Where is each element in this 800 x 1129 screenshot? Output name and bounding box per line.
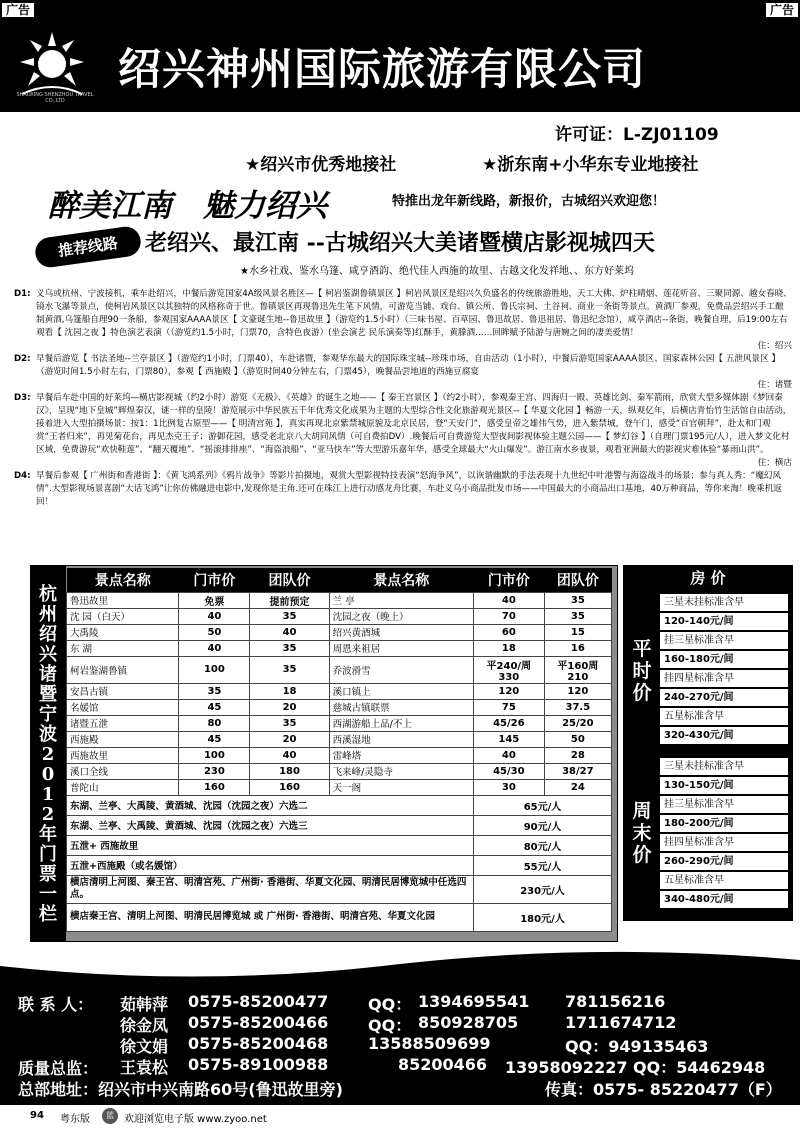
weekday-label: 平时价 <box>632 638 652 704</box>
label-char: 2 <box>41 804 55 825</box>
table-cell: 天一阁 <box>329 779 473 795</box>
table-cell: 100 <box>179 656 250 683</box>
label-char: 2 <box>41 744 55 765</box>
fax-row: 传真：0575- 85220477（F） <box>545 1080 782 1099</box>
table-cell: 24 <box>544 779 611 795</box>
tag-excellent-agency: ★绍兴市优秀地接社 <box>245 155 397 175</box>
combo-row <box>67 855 612 875</box>
day-label: D4: <box>14 471 31 481</box>
label-char: 州 <box>39 604 57 625</box>
ad-label-right: 广告 <box>766 3 798 17</box>
combo-price: 80元/人 <box>473 835 611 855</box>
combo-name: 东湖、兰亭、大禹陵、黄酒城、沈园（沈园之夜）六选三 <box>67 815 474 835</box>
label-char: 0 <box>41 764 55 785</box>
col-header: 团队价 <box>544 568 611 592</box>
table-cell: 40 <box>179 640 250 656</box>
hotel-tier: 挂四星标准含早 <box>660 834 788 852</box>
day-stay: 住：绍兴 <box>757 341 792 351</box>
table-cell: 平240/周330 <box>473 656 544 683</box>
day-stay: 住：诸暨 <box>757 380 792 390</box>
combo-row <box>67 875 612 903</box>
table-cell: 37.5 <box>544 699 611 715</box>
contact-phone: 0575-85200477 <box>188 992 329 1011</box>
combo-row <box>67 795 612 815</box>
table-cell: 周恩来祖居 <box>329 640 473 656</box>
table-cell: 145 <box>473 731 544 747</box>
combo-name: 五泄+西施殿（或名媛馆） <box>67 855 474 875</box>
combo-name: 横店清明上河图、秦王宫、明清宫苑、广州街· 香港街、华夏文化园、明清民居博览城中任选四点。 <box>67 875 474 903</box>
day-text: 义乌或杭州、宁波接机，乘车赴绍兴，中餐后游览国家4A级风景名胜区—【 柯岩鉴湖鲁镇景区 】柯岩风景区是绍兴久负盛名的传统旅游胜地，天工大佛、炉柱晴烟、莲花听音、三聚同源、越女春晓、镜水飞瀑等景点，使柯岩风景区以其独特的风格称奇于世。鲁镇景区再现鲁迅先生笔下风情，可游览当铺、戏台、镇公所、鲁氏宗祠、土谷祠、商业一条街等景点。黄酒厂参观，免费品尝绍兴手工酿制黄酒,乌篷船自理90一条船，参观国家AAAA景区【 文豪诞生地--鲁迅故里 】（游览约1.5小时）（三味书屋、百草园、鲁迅故居、鲁迅祖居、鲁迅纪念馆），咸亨酒店--条街，晚餐自理，后19:00左右观看【 沈园之夜 】特色演艺表演（（游览约1.5小时，门票70，含特色夜游）(坐会演艺 民乐演奏等)红酥手，黄滕酒……回眸赋予陆游与唐婉之间的凄美爱情！ <box>36 289 792 338</box>
table-cell: 230 <box>179 763 250 779</box>
label-char: 栏 <box>39 904 57 925</box>
col-header: 景点名称 <box>329 568 473 592</box>
table-cell: 70 <box>473 608 544 624</box>
label-char: 绍 <box>39 624 57 645</box>
table-cell: 鲁迅故里 <box>67 592 179 608</box>
table-cell: 120 <box>473 683 544 699</box>
hotel-price: 320-430元/间 <box>660 727 788 745</box>
contact-footer <box>0 988 800 1105</box>
table-cell: 38/27 <box>544 763 611 779</box>
table-row <box>67 608 612 624</box>
table-cell: 120 <box>544 683 611 699</box>
day-text: 早餐后车赴中国的好莱坞—横店影视城（约2小时）游览《无极》、《英雄》的诞生之地——【 秦王宫景区 】（约2小时），参观秦王宫、四海归一殿、英雄比剑、秦军箭雨，欣赏大型多媒体剧《梦回秦汉》，呈现“地下皇城”辉煌秦汉，谜一样的皇陵！游览展示中华民族五千年优秀文化成果为主题的大型综合性文化旅游观光景区--【 华夏文化园 】畅游一天，纵观亿年，后横店青怡竹生活馆自由活动，接着进入大型拍摄场景：按1：1比例复古原型——【 明清宫苑 】，真实再现北京紫禁城原貌及北京民居，登“天安门”，感受皇帝之雄伟气势，进入紫禁城，登午门，感受“百官朝拜”，赴太和门观赏“王者归来”，再见菊花台，再见杰克王子；游御花园，感受老北京八大胡同风情（可自费拍DV）.晚餐后可自费游览大型夜间影视体验主题公园——【 梦幻谷 】（自理门票195元/人），进入梦文化村区域，免费游玩“欢快鞋莲”、“翻天覆地”、“摇滚排排座”、“海盗浪船”、“亚马快车”等大型游乐嘉年华，感受全球最大“火山爆发”。游江南水乡夜景，观看亚洲最大的影视灾难体验“暴雨山洪”。 <box>36 393 792 455</box>
table-cell: 40 <box>473 747 544 763</box>
hotel-tier: 三星未挂标准含早 <box>660 758 788 776</box>
hotel-tier: 三星未挂标准含早 <box>660 594 788 612</box>
table-cell: 45 <box>179 731 250 747</box>
day-text: 早餐后游览【 书法圣地--兰亭景区 】（游览约1小时，门票40），车赴诸暨，参观华东最大的国际珠宝城--珍珠市场，自由活动（1小时），中餐后游览国家AAAA景区、国家森林公园【 五泄风景区 】（游览时间1.5小时左右，门票80），参观【 西施殿 】（游览时间40分钟左右，门票45），晚餐品尝地道的西施豆腐宴 <box>36 354 781 377</box>
recommended-badge: 推荐线路 <box>33 225 142 269</box>
table-row <box>67 763 612 779</box>
contact-qq: 85200466 <box>398 1055 488 1074</box>
table-cell: 雷峰塔 <box>329 747 473 763</box>
table-cell: 60 <box>473 624 544 640</box>
day-label: D3: <box>14 393 31 403</box>
table-cell: 名媛馆 <box>67 699 179 715</box>
ticket-price-table <box>66 568 612 932</box>
table-row <box>67 683 612 699</box>
table-cell: 飞来峰/灵隐寺 <box>329 763 473 779</box>
combo-row <box>67 903 612 931</box>
table-cell: 溪口镇上 <box>329 683 473 699</box>
table-cell: 沈园之夜（晚上） <box>329 608 473 624</box>
label-char: 暨 <box>39 684 57 705</box>
table-cell: 东 湖 <box>67 640 179 656</box>
weekend-label: 周末价 <box>632 800 652 866</box>
combo-price: 180元/人 <box>473 903 611 931</box>
logo-caption: SHAOXING SHENZHOU TRAVEL CO.,LTD <box>16 92 94 104</box>
label-char: 杭 <box>39 584 57 605</box>
combo-price: 90元/人 <box>473 815 611 835</box>
contact-name: 徐文娟 <box>120 1037 169 1056</box>
combo-row <box>67 815 612 835</box>
table-cell: 18 <box>250 683 329 699</box>
contact-phone: 0575-85200468 <box>188 1034 329 1053</box>
table-cell: 35 <box>250 715 329 731</box>
label-char: 兴 <box>39 644 57 665</box>
table-cell: 慈城古镇联票 <box>329 699 473 715</box>
hotel-price: 340-480元/间 <box>660 891 788 909</box>
contact-qq-label: QQ： <box>368 995 412 1014</box>
table-cell: 兰 亭 <box>329 592 473 608</box>
combo-price: 65元/人 <box>473 795 611 815</box>
table-cell: 乔波滑雪 <box>329 656 473 683</box>
table-row <box>67 624 612 640</box>
table-cell: 80 <box>179 715 250 731</box>
combo-name: 五泄+ 西施故里 <box>67 835 474 855</box>
hotel-tier: 挂三星标准含早 <box>660 632 788 650</box>
table-cell: 25/20 <box>544 715 611 731</box>
contact-name: 王袁松 <box>120 1058 169 1077</box>
contact-qq-label: QQ： <box>368 1016 412 1035</box>
address-row: 总部地址：绍兴市中兴南路60号(鲁迅故里旁) <box>18 1080 343 1099</box>
table-cell: 30 <box>473 779 544 795</box>
label-char: 一 <box>39 884 57 905</box>
table-cell: 35 <box>179 683 250 699</box>
slogan-subtitle: 特推出龙年新线路，新报价，古城绍兴欢迎您！ <box>392 194 666 209</box>
contact-name: 徐金凤 <box>120 1016 169 1035</box>
hotel-price: 260-290元/间 <box>660 853 788 871</box>
table-cell: 沈 园（白天） <box>67 608 179 624</box>
label-char: 1 <box>41 784 55 805</box>
table-cell: 160 <box>179 779 250 795</box>
table-cell: 40 <box>250 747 329 763</box>
contact-extra: 13958092227 QQ：54462948 <box>505 1058 766 1077</box>
table-cell: 160 <box>250 779 329 795</box>
route-title: 老绍兴、最江南 --古城绍兴大美诸暨横店影视城四天 <box>145 230 655 256</box>
table-cell: 35 <box>250 640 329 656</box>
contact-extra: 1711674712 <box>565 1013 677 1032</box>
itinerary <box>14 288 792 509</box>
hotel-tier: 挂三星标准含早 <box>660 796 788 814</box>
col-header: 门市价 <box>179 568 250 592</box>
table-cell: 180 <box>250 763 329 779</box>
contact-phone: 0575-85200466 <box>188 1013 329 1032</box>
itinerary-day <box>14 470 792 509</box>
table-cell: 安昌古镇 <box>67 683 179 699</box>
contact-phone: 0575-89100988 <box>188 1055 329 1074</box>
table-cell: 平160周210 <box>544 656 611 683</box>
contact-qq: 850928705 <box>418 1013 519 1032</box>
contact-extra: QQ：949135463 <box>565 1037 709 1056</box>
table-cell: 35 <box>250 656 329 683</box>
contact-row: 联 系 人： <box>18 995 94 1014</box>
table-cell: 28 <box>544 747 611 763</box>
page-number: 94 <box>30 1110 44 1121</box>
route-highlights: ★水乡社戏、鉴水乌篷、咸亨酒韵、绝代佳人西施的故里、古越文化发祥地、、东方好莱坞 <box>240 266 634 277</box>
table-cell: 西溪湿地 <box>329 731 473 747</box>
table-cell: 75 <box>473 699 544 715</box>
col-header: 团队价 <box>250 568 329 592</box>
table-cell: 40 <box>473 592 544 608</box>
table-cell: 45 <box>179 699 250 715</box>
table-cell: 提前预定 <box>250 592 329 608</box>
col-header: 门市价 <box>473 568 544 592</box>
label-char: 票 <box>39 864 57 885</box>
table-row <box>67 715 612 731</box>
edition: 粤东版 <box>60 1114 90 1125</box>
contact-qq: 1394695541 <box>418 992 530 1011</box>
table-cell: 普陀山 <box>67 779 179 795</box>
hotel-price: 130-150元/间 <box>660 777 788 795</box>
tag-regional-agency: ★浙东南+小华东专业地接社 <box>482 155 699 175</box>
day-stay: 住：横店 <box>757 458 792 468</box>
combo-name: 横店秦王宫、清明上河图、明清民居博览城 或 广州街· 香港街、明清宫苑、华夏文化园 <box>67 903 474 931</box>
day-label: D2: <box>14 354 31 364</box>
hotel-tier: 挂四星标准含早 <box>660 670 788 688</box>
label-char: 诸 <box>39 664 57 685</box>
table-cell: 40 <box>250 624 329 640</box>
table-cell: 50 <box>179 624 250 640</box>
table-cell: 35 <box>250 608 329 624</box>
table-row <box>67 699 612 715</box>
combo-price: 55元/人 <box>473 855 611 875</box>
website-link[interactable]: 欢迎浏览电子版 www.zyoo.net <box>124 1114 267 1125</box>
combo-row <box>67 835 612 855</box>
table-row <box>67 747 612 763</box>
table-cell: 50 <box>544 731 611 747</box>
day-text: 早餐后参观【 广州街和香港街 】：《黄飞鸿系列》《鸦片战争》等影片拍摄地，观赏大型影视特技表演“怒海争风”，以诙谐幽默的手法表现十九世纪中叶港警与海盗战斗的场景；参与真人秀：“魔幻风情”.大型影视场景喜剧“大话飞鸿”让你仿佛融进电影中,发现你是主角.还可在珠江上进行动感龙舟比赛，车赴义乌小商品批发市场——中国最大的小商品出口基地，40万种商品，等你来淘！晚乘机返回！ <box>36 471 782 507</box>
table-cell: 18 <box>473 640 544 656</box>
contact-qq: 13588509699 <box>368 1034 491 1053</box>
table-cell: 45/30 <box>473 763 544 779</box>
table-row <box>67 779 612 795</box>
hotel-price: 160-180元/间 <box>660 651 788 669</box>
itinerary-day <box>14 288 792 353</box>
combo-name: 东湖、兰亭、大禹陵、黄酒城、沈园（沈园之夜）六选二 <box>67 795 474 815</box>
table-cell: 100 <box>179 747 250 763</box>
itinerary-day <box>14 353 792 392</box>
hotel-title: 房 价 <box>690 569 726 587</box>
slogan: 醉美江南 魅力绍兴 <box>48 188 327 224</box>
label-char: 门 <box>39 844 57 865</box>
table-row <box>67 640 612 656</box>
itinerary-day <box>14 392 792 470</box>
table-cell: 16 <box>544 640 611 656</box>
table-cell: 45/26 <box>473 715 544 731</box>
table-cell: 35 <box>544 592 611 608</box>
table-cell: 40 <box>179 608 250 624</box>
table-cell: 20 <box>250 699 329 715</box>
top-bar <box>0 0 800 20</box>
table-cell: 西湖游船上品/不上 <box>329 715 473 731</box>
page-footer <box>0 1105 800 1129</box>
hotel-price: 180-200元/间 <box>660 815 788 833</box>
label-char: 宁 <box>39 704 57 725</box>
table-cell: 西施故里 <box>67 747 179 763</box>
ticket-section-label <box>30 565 66 942</box>
col-header: 景点名称 <box>67 568 179 592</box>
table-row <box>67 592 612 608</box>
edition-mark: 蓝 <box>102 1108 118 1124</box>
table-cell: 20 <box>250 731 329 747</box>
table-cell: 溪口全线 <box>67 763 179 779</box>
table-cell: 绍兴黄酒城 <box>329 624 473 640</box>
hotel-tier: 五星标准含早 <box>660 872 788 890</box>
table-header-row <box>67 568 612 592</box>
company-name: 绍兴神州国际旅游有限公司 <box>118 36 646 97</box>
table-cell: 35 <box>544 608 611 624</box>
table-cell: 柯岩鉴湖鲁镇 <box>67 656 179 683</box>
hotel-price: 120-140元/间 <box>660 613 788 631</box>
table-cell: 诸暨五泄 <box>67 715 179 731</box>
label-char: 年 <box>39 824 57 845</box>
hotel-tier: 五星标准含早 <box>660 708 788 726</box>
day-label: D1: <box>14 289 31 299</box>
license-number: 许可证：L-ZJ01109 <box>555 125 719 145</box>
footer-wave-decoration <box>0 946 800 992</box>
table-cell: 免票 <box>179 592 250 608</box>
label-char: 波 <box>39 724 57 745</box>
hotel-price: 240-270元/间 <box>660 689 788 707</box>
contact-extra: 781156216 <box>565 992 666 1011</box>
table-cell: 大禹陵 <box>67 624 179 640</box>
contact-name: 茹韩萍 <box>120 995 169 1014</box>
table-row <box>67 656 612 683</box>
table-cell: 西施殿 <box>67 731 179 747</box>
contact-row: 质量总监： <box>18 1059 99 1078</box>
table-cell: 15 <box>544 624 611 640</box>
ad-label-left: 广告 <box>2 3 34 17</box>
table-row <box>67 731 612 747</box>
combo-price: 230元/人 <box>473 875 611 903</box>
